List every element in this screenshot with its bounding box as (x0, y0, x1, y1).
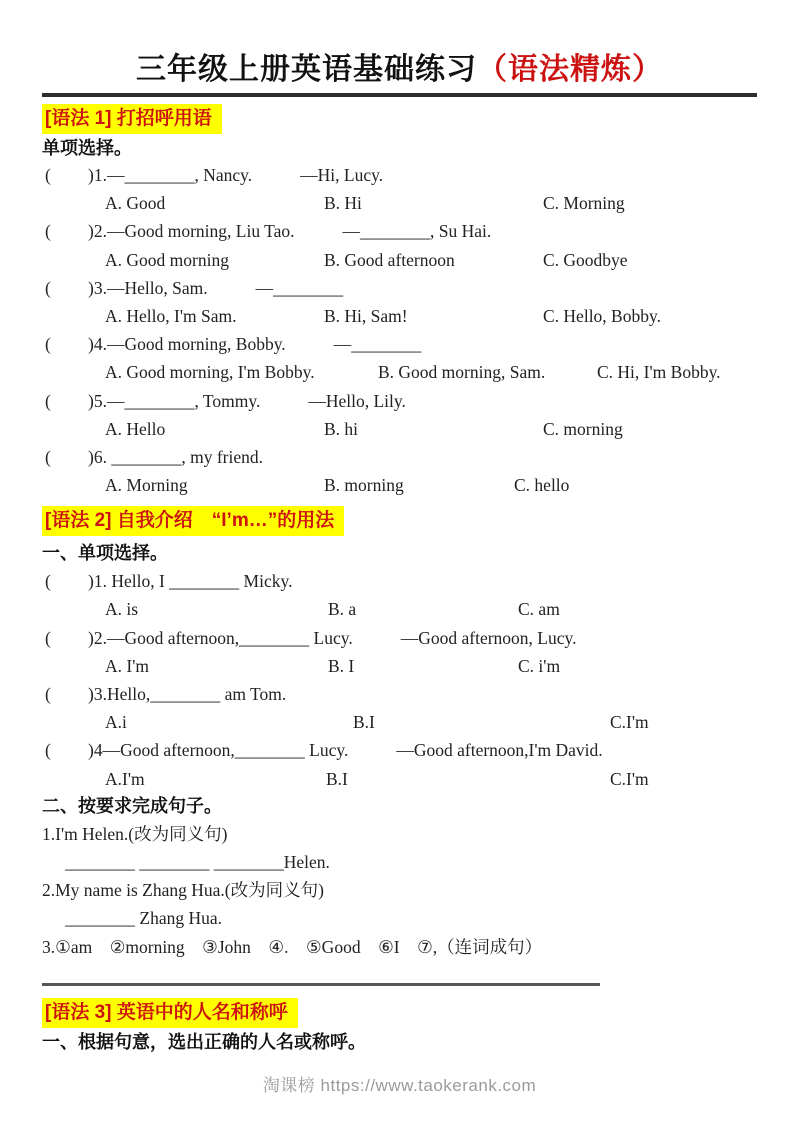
option-b: B. morning (324, 475, 404, 496)
option-a: A. I'm (105, 655, 149, 676)
option-a: A. Morning (105, 475, 188, 496)
answer-paren: ( (45, 221, 51, 242)
answer-paren: ( (45, 334, 51, 355)
option-b: B. Good morning, Sam. (378, 362, 546, 383)
question-reply: —________, Su Hai. (342, 221, 492, 242)
options-line (42, 765, 757, 793)
title-accent: （语法精炼） (477, 53, 663, 86)
question-line (42, 330, 757, 358)
option-a: A. Hello, I'm Sam. (105, 305, 237, 326)
options-line (42, 652, 757, 680)
question-line (42, 161, 757, 189)
option-b: B. I (328, 655, 355, 676)
question-stem: )3.Hello,________ am Tom. (88, 684, 287, 704)
grammar1-header: [语法 1] 打招呼用语 (42, 104, 222, 134)
question-reply: —Hello, Lily. (308, 390, 406, 411)
question-reply: —Hi, Lucy. (300, 165, 384, 185)
question-line (42, 736, 757, 764)
option-a: A. Hello (105, 418, 166, 439)
option-c: C. Hi, I'm Bobby. (597, 362, 721, 383)
options-line (42, 471, 757, 499)
answer-paren: ( (45, 446, 51, 467)
question-reply: —Good afternoon,I'm David. (396, 740, 603, 761)
option-b: B. Hi (324, 193, 362, 214)
options-line (42, 595, 757, 623)
option-c: C. Hello, Bobby. (543, 305, 661, 326)
option-a: A. Good morning, I'm Bobby. (105, 362, 315, 383)
options-line (42, 189, 757, 217)
option-b: B. a (328, 599, 357, 620)
question-line (42, 624, 757, 652)
option-a: A. is (105, 599, 139, 620)
option-a: A. Good morning (105, 249, 229, 270)
options-line (42, 415, 757, 443)
question-stem: )3.—Hello, Sam. (88, 277, 208, 298)
option-c: C. Morning (543, 193, 625, 214)
option-c: C. am (518, 599, 560, 620)
question-stem: )4.—Good morning, Bobby. (88, 334, 286, 355)
question-reply: —Good afternoon, Lucy. (400, 627, 577, 648)
option-c: C. Goodbye (543, 249, 628, 270)
question-line (42, 567, 757, 595)
question-line (42, 217, 757, 245)
option-a: A. Good (105, 193, 166, 214)
rewrite-prompt: 2.My name is Zhang Hua.(改为同义句) (42, 880, 324, 901)
options-line (42, 302, 757, 330)
title-divider (42, 93, 757, 97)
answer-paren: ( (45, 684, 51, 704)
options-line (42, 246, 757, 274)
answer-paren: ( (45, 627, 51, 648)
question-stem: )6. ________, my friend. (88, 446, 263, 467)
rewrite-prompt: 1.I'm Helen.(改为同义句) (42, 823, 228, 844)
rewrite-prompt: 3.①am ②morning ③John ④. ⑤Good ⑥I ⑦,（连词成句） (42, 936, 543, 957)
answer-paren: ( (45, 740, 51, 761)
options-line (42, 358, 757, 386)
option-a: A.I'm (105, 768, 145, 789)
question-reply: —________ (333, 334, 422, 355)
question-stem: )1. Hello, I ________ Micky. (88, 571, 293, 592)
answer-paren: ( (45, 277, 51, 298)
question-line (42, 443, 757, 471)
page-title (42, 50, 757, 90)
rewrite-answer-blanks: ________ Zhang Hua. (65, 908, 222, 929)
question-stem: )2.—Good afternoon,________ Lucy. (88, 627, 353, 648)
option-b: B.I (326, 768, 348, 789)
question-line (42, 387, 757, 415)
answer-paren: ( (45, 390, 51, 411)
option-c: C.I'm (610, 712, 649, 733)
answer-paren: ( (45, 165, 51, 185)
option-c: C. i'm (518, 655, 561, 676)
option-a: A.i (105, 712, 127, 733)
option-c: C.I'm (610, 768, 649, 789)
option-b: B. Hi, Sam! (324, 305, 408, 326)
option-c: C. morning (543, 418, 623, 439)
grammar2-part1-title: 一、单项选择。 (42, 543, 168, 564)
answer-paren: ( (45, 571, 51, 592)
question-line (42, 274, 757, 302)
rewrite-answer-blanks: ________ ________ ________Helen. (65, 851, 330, 872)
question-line (42, 680, 757, 708)
question-reply: —________ (255, 277, 344, 298)
watermark-footer: 淘课榜 https://www.taokerank.com (262, 1075, 537, 1095)
question-stem: )5.—________, Tommy. (88, 390, 261, 411)
question-stem: )2.—Good morning, Liu Tao. (88, 221, 295, 242)
question-stem: )1.—________, Nancy. (88, 165, 253, 185)
option-b: B. Good afternoon (324, 249, 455, 270)
option-b: B. hi (324, 418, 359, 439)
grammar2-header: [语法 2] 自我介绍 “I’m…”的用法 (42, 506, 344, 536)
options-line (42, 708, 757, 736)
grammar2-part2-title: 二、按要求完成句子。 (42, 795, 222, 816)
grammar3-header: [语法 3] 英语中的人名和称呼 (42, 998, 298, 1028)
answer-blank-rule (42, 963, 600, 986)
option-b: B.I (353, 712, 375, 733)
grammar3-instruction: 一、根据句意，选出正确的人名或称呼。 (42, 1031, 366, 1052)
option-c: C. hello (514, 475, 570, 496)
grammar1-instruction: 单项选择。 (42, 138, 132, 158)
title-main: 三年级上册英语基础练习 (136, 53, 477, 86)
question-stem: )4—Good afternoon,________ Lucy. (88, 740, 349, 761)
